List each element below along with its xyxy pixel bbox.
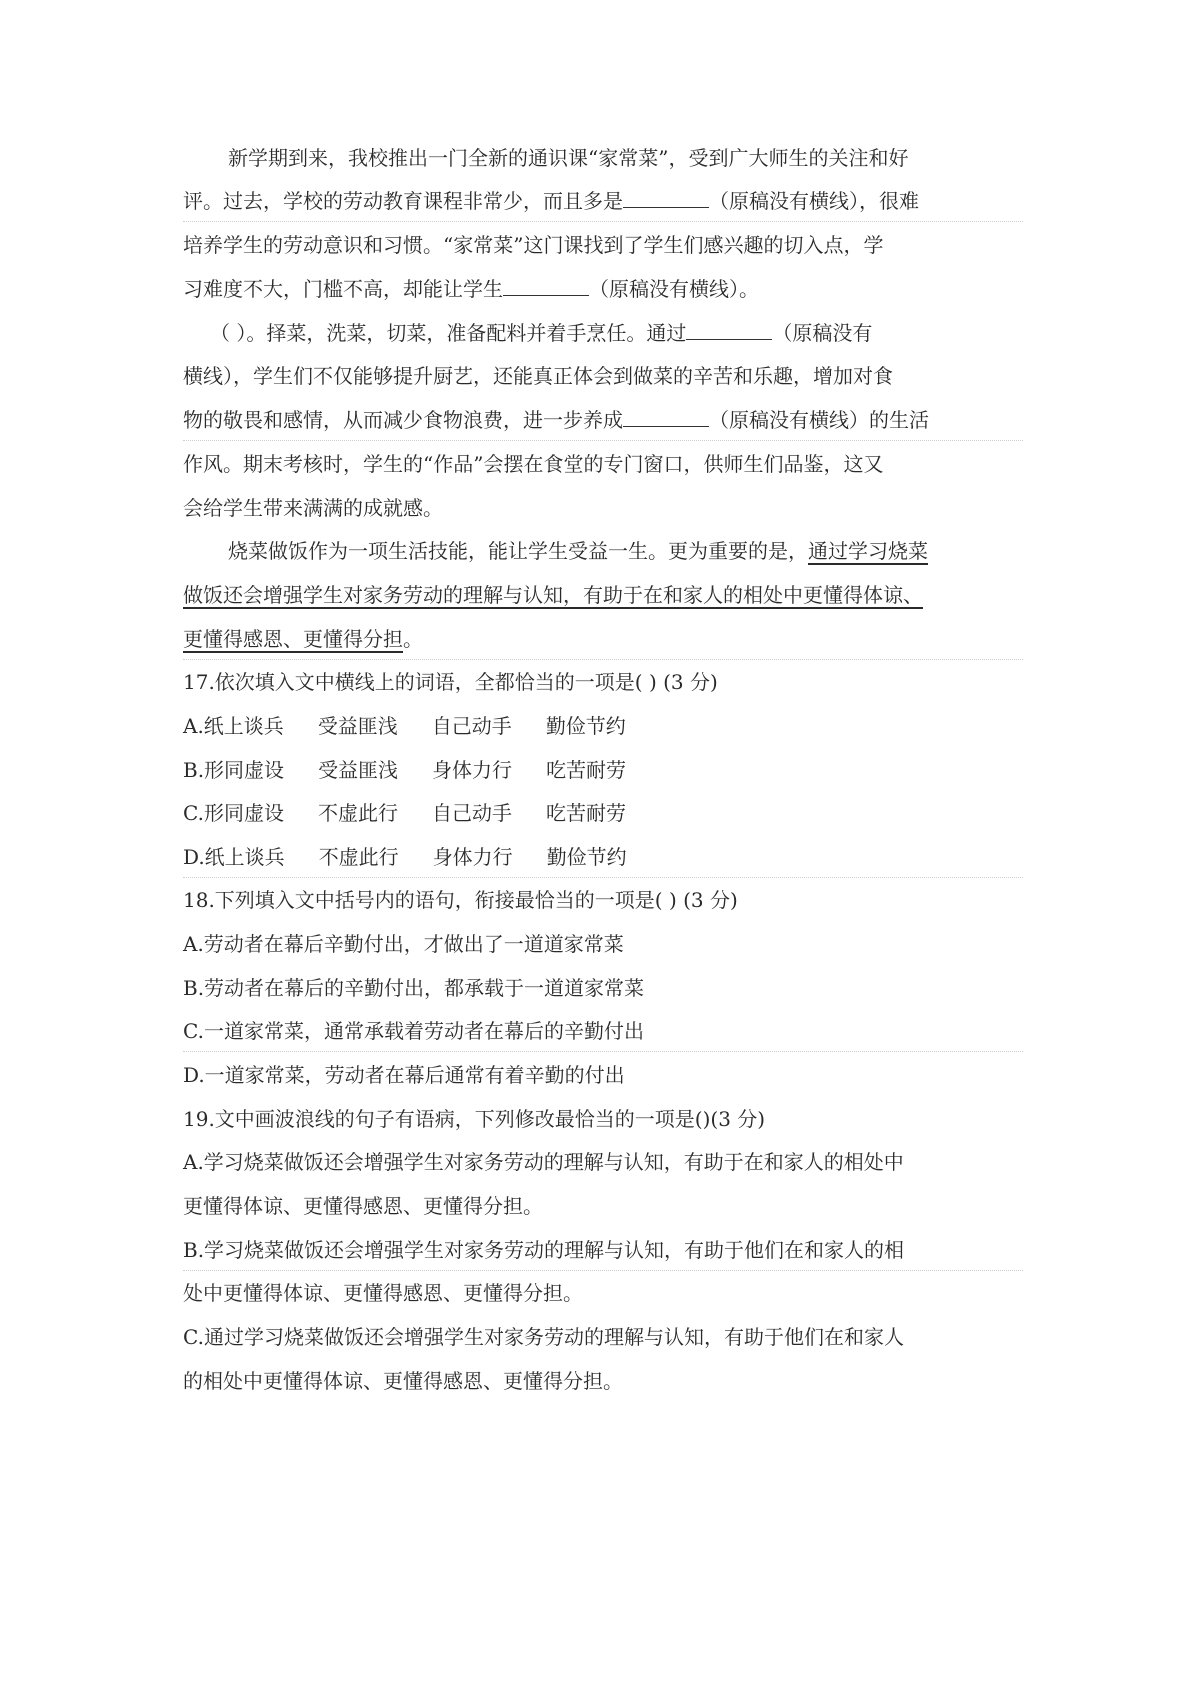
divider [183,1270,1023,1271]
q18-option-a: A.劳动者在幕后辛勤付出，才做出了一道道家常菜 [183,932,624,956]
divider [183,221,1023,222]
passage-line: 新学期到来，我校推出一门全新的通识课“家常菜”，受到广大师生的关注和好 [228,146,909,170]
q19-option-a: A.学习烧菜做饭还会增强学生对家务劳动的理解与认知，有助于在和家人的相处中 [183,1150,904,1174]
passage-line: 会给学生带来满满的成就感。 [183,496,443,520]
question-17-stem: 17.依次填入文中横线上的词语，全都恰当的一项是( ) (3 分) [183,670,718,694]
divider [183,659,1023,660]
q17-option-d: D.纸上谈兵 不虚此行 身体力行 勤俭节约 [183,845,627,869]
q19-option-a-cont: 更懂得体谅、更懂得感恩、更懂得分担。 [183,1194,543,1218]
passage-line: 烧菜做饭作为一项生活技能，能让学生受益一生。更为重要的是，通过学习烧菜 [228,539,928,563]
passage-line: （ ）。择菜，洗菜，切菜，准备配料并着手烹任。通过 （原稿没有 [210,321,873,345]
passage-line: 培养学生的劳动意识和习惯。“家常菜”这门课找到了学生们感兴趣的切入点，学 [183,233,884,257]
fill-blank [503,277,589,296]
q18-option-c: C.一道家常菜，通常承载着劳动者在幕后的辛勤付出 [183,1019,644,1043]
passage-line: 更懂得感恩、更懂得分担。 [183,627,423,651]
q18-option-b: B.劳动者在幕后的辛勤付出，都承载于一道道家常菜 [183,976,645,1000]
question-19-stem: 19.文中画波浪线的句子有语病，下列修改最恰当的一项是()(3 分) [183,1107,766,1131]
q19-option-b: B.学习烧菜做饭还会增强学生对家务劳动的理解与认知，有助于他们在和家人的相 [183,1238,905,1262]
wavy-underlined-sentence: 通过学习烧菜 [808,539,928,563]
fill-blank [623,408,709,427]
passage-line: 评。过去，学校的劳动教育课程非常少，而且多是 （原稿没有横线），很难 [183,189,919,213]
fill-blank [623,189,709,208]
q17-option-c: C.形同虚设 不虚此行 自己动手 吃苦耐劳 [183,801,626,825]
divider [183,440,1023,441]
q19-option-c: C.通过学习烧菜做饭还会增强学生对家务劳动的理解与认知，有助于他们在和家人 [183,1325,904,1349]
divider [183,877,1023,878]
q19-option-c-cont: 的相处中更懂得体谅、更懂得感恩、更懂得分担。 [183,1369,623,1393]
fill-blank [686,321,772,340]
question-18-stem: 18.下列填入文中括号内的语句，衔接最恰当的一项是( ) (3 分) [183,888,738,912]
passage-line: 物的敬畏和感情，从而减少食物浪费，进一步养成 （原稿没有横线）的生活 [183,408,929,432]
passage-line: 横线），学生们不仅能够提升厨艺，还能真正体会到做菜的辛苦和乐趣，增加对食 [183,364,893,388]
q17-option-a: A.纸上谈兵 受益匪浅 自己动手 勤俭节约 [183,714,626,738]
q18-option-d: D.一道家常菜，劳动者在幕后通常有着辛勤的付出 [183,1063,625,1087]
q19-option-b-cont: 处中更懂得体谅、更懂得感恩、更懂得分担。 [183,1281,583,1305]
wavy-underlined-sentence: 更懂得感恩、更懂得分担 [183,627,403,651]
q17-option-b: B.形同虚设 受益匪浅 身体力行 吃苦耐劳 [183,758,627,782]
passage-line: 作风。期末考核时，学生的“作品”会摆在食堂的专门窗口，供师生们品鉴，这又 [183,452,884,476]
divider [183,1051,1023,1052]
passage-line: 习难度不大，门槛不高，却能让学生 （原稿没有横线）。 [183,277,759,301]
wavy-underlined-sentence: 做饭还会增强学生对家务劳动的理解与认知，有助于在和家人的相处中更懂得体谅、 [183,583,923,607]
